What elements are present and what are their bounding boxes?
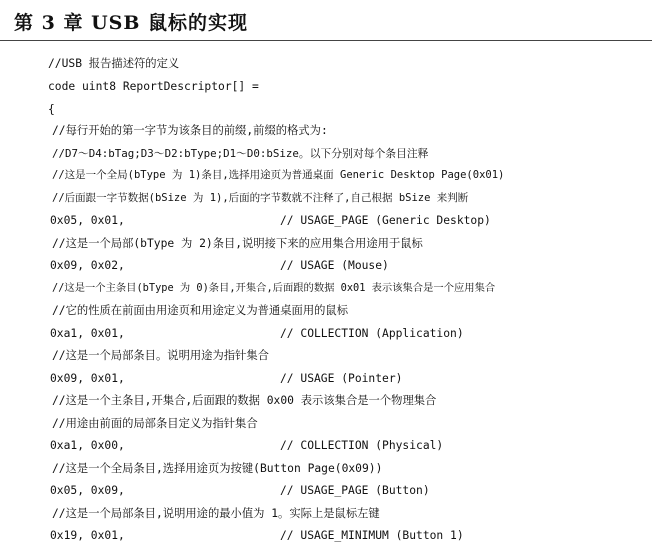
code-comment: //用途由前面的局部条目定义为指针集合 (52, 417, 258, 430)
code-comment: //这是一个全局(bType 为 1)条目,选择用途页为普通桌面 Generic Desktop Page(0x01) (52, 169, 505, 181)
code-comment: //这是一个局部条目。说明用途为指针集合 (52, 349, 269, 362)
chapter-title: 第 3 章 USB 鼠标的实现 (14, 12, 249, 34)
code-comment: // COLLECTION (Application) (280, 327, 464, 340)
code-comment: // USAGE_PAGE (Generic Desktop) (280, 214, 491, 227)
code-comment: //D7～D4:bTag;D3～D2:bType;D1～D0:bSize。以下分别对每个条目注释 (52, 147, 429, 160)
code-comment: //它的性质在前面由用途页和用途定义为普通桌面用的鼠标 (52, 304, 349, 317)
code-line: code uint8 ReportDescriptor[] = (48, 80, 259, 93)
code-comment: //每行开始的第一字节为该条目的前缀,前缀的格式为: (52, 124, 328, 137)
code-comment: // USAGE_PAGE (Button) (280, 484, 430, 497)
code-hex: 0x19, 0x01, (50, 529, 125, 542)
code-hex: 0x09, 0x02, (50, 259, 125, 272)
code-comment: // USAGE (Mouse) (280, 259, 389, 272)
code-comment: //这是一个局部(bType 为 2)条目,说明接下来的应用集合用途用于鼠标 (52, 237, 423, 250)
code-comment: // USAGE_MINIMUM (Button 1) (280, 529, 464, 542)
code-comment: //后面跟一字节数据(bSize 为 1),后面的字节数就不注释了,自己根据 bSize 来判断 (52, 192, 469, 204)
code-comment: //这是一个主条目,开集合,后面跟的数据 0x00 表示该集合是一个物理集合 (52, 394, 437, 407)
code-hex: 0x05, 0x01, (50, 214, 125, 227)
code-hex: 0xa1, 0x01, (50, 327, 125, 340)
code-hex: 0x09, 0x01, (50, 372, 125, 385)
code-comment: //这是一个全局条目,选择用途页为按键(Button Page(0x09)) (52, 462, 383, 475)
code-comment: //这是一个主条目(bType 为 0)条目,开集合,后面跟的数据 0x01 表示该集合是一个应用集合 (52, 282, 496, 294)
code-comment: // USAGE (Pointer) (280, 372, 403, 385)
code-comment: //这是一个局部条目,说明用途的最小值为 1。实际上是鼠标左键 (52, 507, 380, 520)
code-line: //USB 报告描述符的定义 (48, 57, 180, 70)
code-hex: 0xa1, 0x00, (50, 439, 125, 452)
code-line: { (48, 103, 55, 116)
code-comment: // COLLECTION (Physical) (280, 439, 444, 452)
code-hex: 0x05, 0x09, (50, 484, 125, 497)
